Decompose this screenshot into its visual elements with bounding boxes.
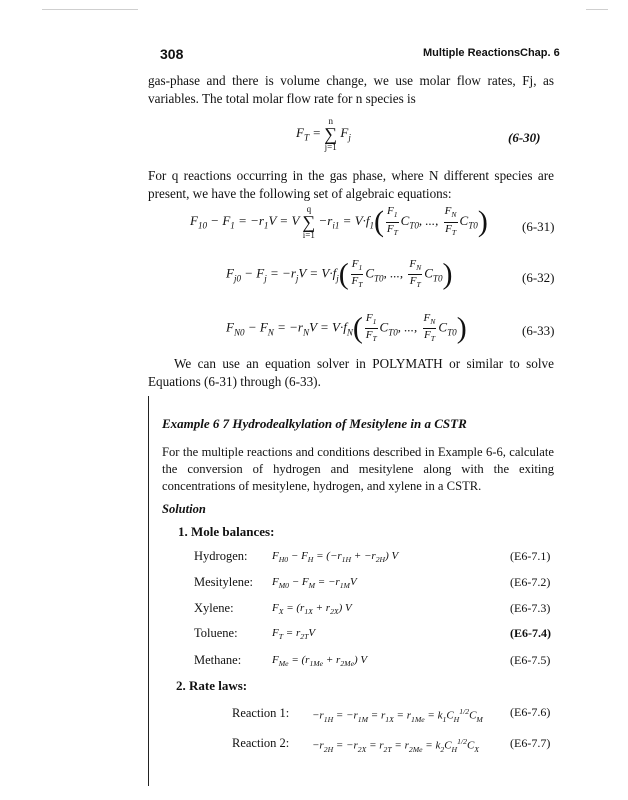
intro-paragraph-3: We can use an equation solver in POLYMATH or similar to solve Equations (6-31) through (6-33). xyxy=(148,356,554,389)
equation-6-30: $F_T$ = n ∑ j=1 $F_j$ xyxy=(296,116,351,152)
intro-paragraph-1: gas-phase and there is volume change, we use molar flow rates, Fj, as variables. The total molar flow rate for n species is xyxy=(148,73,554,106)
balance-equation: $F_X = (r_{1X} + r_{2X})$ V xyxy=(272,602,352,617)
top-rule-left xyxy=(42,9,138,10)
rate-reaction-label: Reaction 1: xyxy=(232,706,290,720)
balance-equation: $F_T = r_{2T}V$ xyxy=(272,627,316,642)
balance-species: Mesitylene: xyxy=(194,575,254,589)
balance-label: (E6-7.5) xyxy=(510,653,551,667)
equation-6-32: $F_{j0} - F_j = -r_jV = V\cdot f_j$( $\frac{F_1}{F_T}$ $C_{T0}$, ..., $\frac{F_N}{F_T}$ $C_{T0}$) xyxy=(226,257,453,291)
equation-6-33: $F_{N0} - F_N = -r_NV = V\cdot f_N$( $\frac{F_1}{F_T}$ $C_{T0}$, ..., $\frac{F_N}{F_T}$ $C_{T0}$) xyxy=(226,311,467,345)
equation-6-32-label: (6-32) xyxy=(522,270,555,285)
top-rule-right xyxy=(586,9,608,10)
balance-species: Xylene: xyxy=(194,601,234,615)
step-rate-laws: 2. Rate laws: xyxy=(176,678,248,693)
balance-label: (E6-7.1) xyxy=(510,549,551,563)
equation-6-31: $F_{10} - F_1 = -r_1V = V$ q ∑ i=1 $-r_{i1} = V\cdot f_1$( $\frac{F_1}{F_T}$ $C_{T0}$, ..., $\frac{F_N}{F_T}$ $C_{T0}$) xyxy=(190,204,488,240)
balance-species: Hydrogen: xyxy=(194,549,248,563)
intro-paragraph-2: For q reactions occurring in the gas phase, where N different species are present, we have the following set of algebraic equations: xyxy=(148,168,554,201)
rate-equation: $-r_{2H} = -r_{2X} = r_{2T} = r_{2Me} = k_2C_H^{1/2}C_X$ xyxy=(312,737,479,754)
rate-equation: $-r_{1H} = -r_{1M} = r_{1X} = r_{1Me} = k_1C_H^{1/2}C_M$ xyxy=(312,707,483,724)
example-margin-rule xyxy=(148,396,149,786)
section-title: Multiple Reactions xyxy=(423,47,521,59)
page-number: 308 xyxy=(160,46,184,62)
chapter-label: Chap. 6 xyxy=(520,47,560,59)
rate-reaction-label: Reaction 2: xyxy=(232,736,290,750)
equation-6-30-label: (6-30) xyxy=(508,130,541,145)
balance-equation: $F_{M0} - F_M = -r_{1M}V$ xyxy=(272,576,357,591)
balance-species: Methane: xyxy=(194,653,242,667)
step-mole-balances: 1. Mole balances: xyxy=(178,524,275,539)
balance-label: (E6-7.4) xyxy=(510,626,551,640)
balance-equation: $F_{H0} - F_H = (-r_{1H} + -r_{2H})$ V xyxy=(272,550,399,565)
equation-6-33-label: (6-33) xyxy=(522,323,555,338)
example-problem: For the multiple reactions and conditions described in Example 6-6, calculate the conversion of hydrogen and mesitylene along with the exiting concentrations of mesitylene, hydrogen, and xylene in a CSTR. xyxy=(162,445,554,493)
balance-equation: $F_{Me} = (r_{1Me} + r_{2Me})$ V xyxy=(272,654,368,669)
example-title: Example 6 7 Hydrodealkylation of Mesitylene in a CSTR xyxy=(162,416,467,431)
balance-species: Toluene: xyxy=(194,626,238,640)
balance-label: (E6-7.2) xyxy=(510,575,551,589)
solution-label: Solution xyxy=(162,502,206,516)
rate-label: (E6-7.7) xyxy=(510,736,551,750)
equation-6-31-label: (6-31) xyxy=(522,219,555,234)
rate-label: (E6-7.6) xyxy=(510,705,551,719)
balance-label: (E6-7.3) xyxy=(510,601,551,615)
